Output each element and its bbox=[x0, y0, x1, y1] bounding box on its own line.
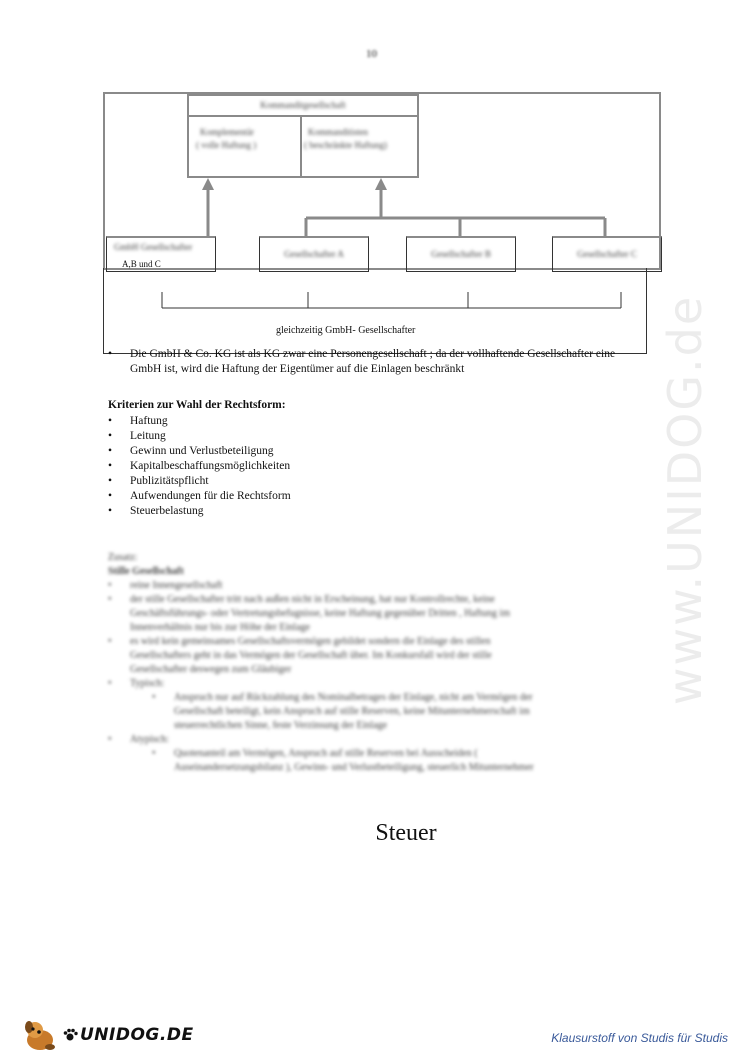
kriterien-item: • Gewinn und Verlustbeteiligung bbox=[108, 444, 291, 459]
kriterien-list bbox=[108, 414, 291, 519]
gesellschafter-b-label: Gesellschafter B bbox=[431, 249, 491, 259]
dog-icon bbox=[20, 1018, 60, 1052]
kriterien-item: • Leitung bbox=[108, 429, 291, 444]
atypisch-bullet: • Quotenanteil am Vermögen, Anspruch auf stille Reserven bei Ausscheiden ( Auseinandersetzungsbilanz ), Gewinn- und Verlustbeteiligung, steuerlich Mitunternehmer bbox=[152, 748, 534, 773]
watermark-text: www.UNIDOG.de bbox=[658, 294, 712, 706]
diagram-arrows bbox=[0, 0, 750, 360]
gmbh-gesellschafter-label: GmbH Gesellschafter bbox=[114, 242, 193, 252]
footer-tagline: Klausurstoff von Studis für Studis bbox=[551, 1031, 728, 1045]
kriterien-item: • Steuerbelastung bbox=[108, 504, 291, 519]
kommanditisten-sub: ( beschränkte Haftung) bbox=[304, 140, 387, 150]
gesellschafter-c-label: Gesellschafter C bbox=[577, 249, 637, 259]
kriterien-item: • Kapitalbeschaffungsmöglichkeiten bbox=[108, 459, 291, 474]
page-number: 10 bbox=[366, 48, 377, 60]
komplementaer-label: Komplementär bbox=[200, 127, 254, 137]
kriterien-heading: Kriterien zur Wahl der Rechtsform: bbox=[108, 399, 286, 411]
gleichzeitig-label: gleichzeitig GmbH- Gesellschafter bbox=[276, 325, 416, 336]
typisch-label: • Typisch: bbox=[108, 678, 165, 689]
logo-text: UNIDOG.DE bbox=[80, 1025, 194, 1045]
blur-bullet-3: • es wird kein gemeinsames Gesellschaftsvermögen gebildet sondern die Einlage des stillen Gesellschafters geht in das Vermögen der Gesellschaft über. Im Konkursfall wird der stille Gesellschafter deswegen zum Gläubiger bbox=[108, 636, 492, 675]
blur-bullet-1: • reine Innengesellschaft bbox=[108, 580, 223, 591]
footer-logo[interactable] bbox=[20, 1018, 194, 1052]
intro-bullet-list bbox=[108, 347, 628, 377]
kg-title: Kommanditgesellschaft bbox=[260, 100, 346, 110]
kriterien-item: • Haftung bbox=[108, 414, 291, 429]
komplementaer-sub: ( volle Haftung ) bbox=[196, 140, 257, 150]
kommanditisten-label: Kommanditisten bbox=[308, 127, 368, 137]
paw-icon bbox=[62, 1027, 78, 1043]
blurred-section bbox=[108, 551, 638, 775]
intro-bullet: • Die GmbH & Co. KG ist als KG zwar eine Personengesellschaft ; da der vollhaftende Gesellschafter eine GmbH ist, wird die Haftung der Eigentümer auf die Einlagen beschränkt bbox=[108, 347, 628, 377]
zusatz-label: Zusatz: bbox=[108, 552, 138, 563]
kriterien-item: • Aufwendungen für die Rechtsform bbox=[108, 489, 291, 504]
gesellschafter-a-label: Gesellschafter A bbox=[284, 249, 344, 259]
blur-bullet-2: • der stille Gesellschafter tritt nach außen nicht in Erscheinung, hat nur Kontrollrechte, keine Geschäftsführungs- oder Vertretungsbefugnisse, keine Haftung gegenüber Dritten , Haftung im Innenverhältnis nur bis zur Höhe der Einlage bbox=[108, 594, 510, 633]
section-title: Steuer bbox=[375, 820, 437, 846]
atypisch-label: • Atypisch: bbox=[108, 734, 169, 745]
gmbh-gesellschafter-sub: A,B und C bbox=[122, 259, 161, 269]
stille-gesellschaft-title: Stille Gesellschaft bbox=[108, 566, 184, 577]
kriterien-item: • Publizitätspflicht bbox=[108, 474, 291, 489]
typisch-bullet: • Anspruch nur auf Rückzahlung des Nominalbetrages der Einlage, nicht am Vermögen der Gesellschaft beteiligt, kein Anspruch auf stille Reserven, keine Mitunternehmerschaft im steuerrechtlichen Sinne, feste Verzinsung der Einlage bbox=[152, 692, 533, 731]
